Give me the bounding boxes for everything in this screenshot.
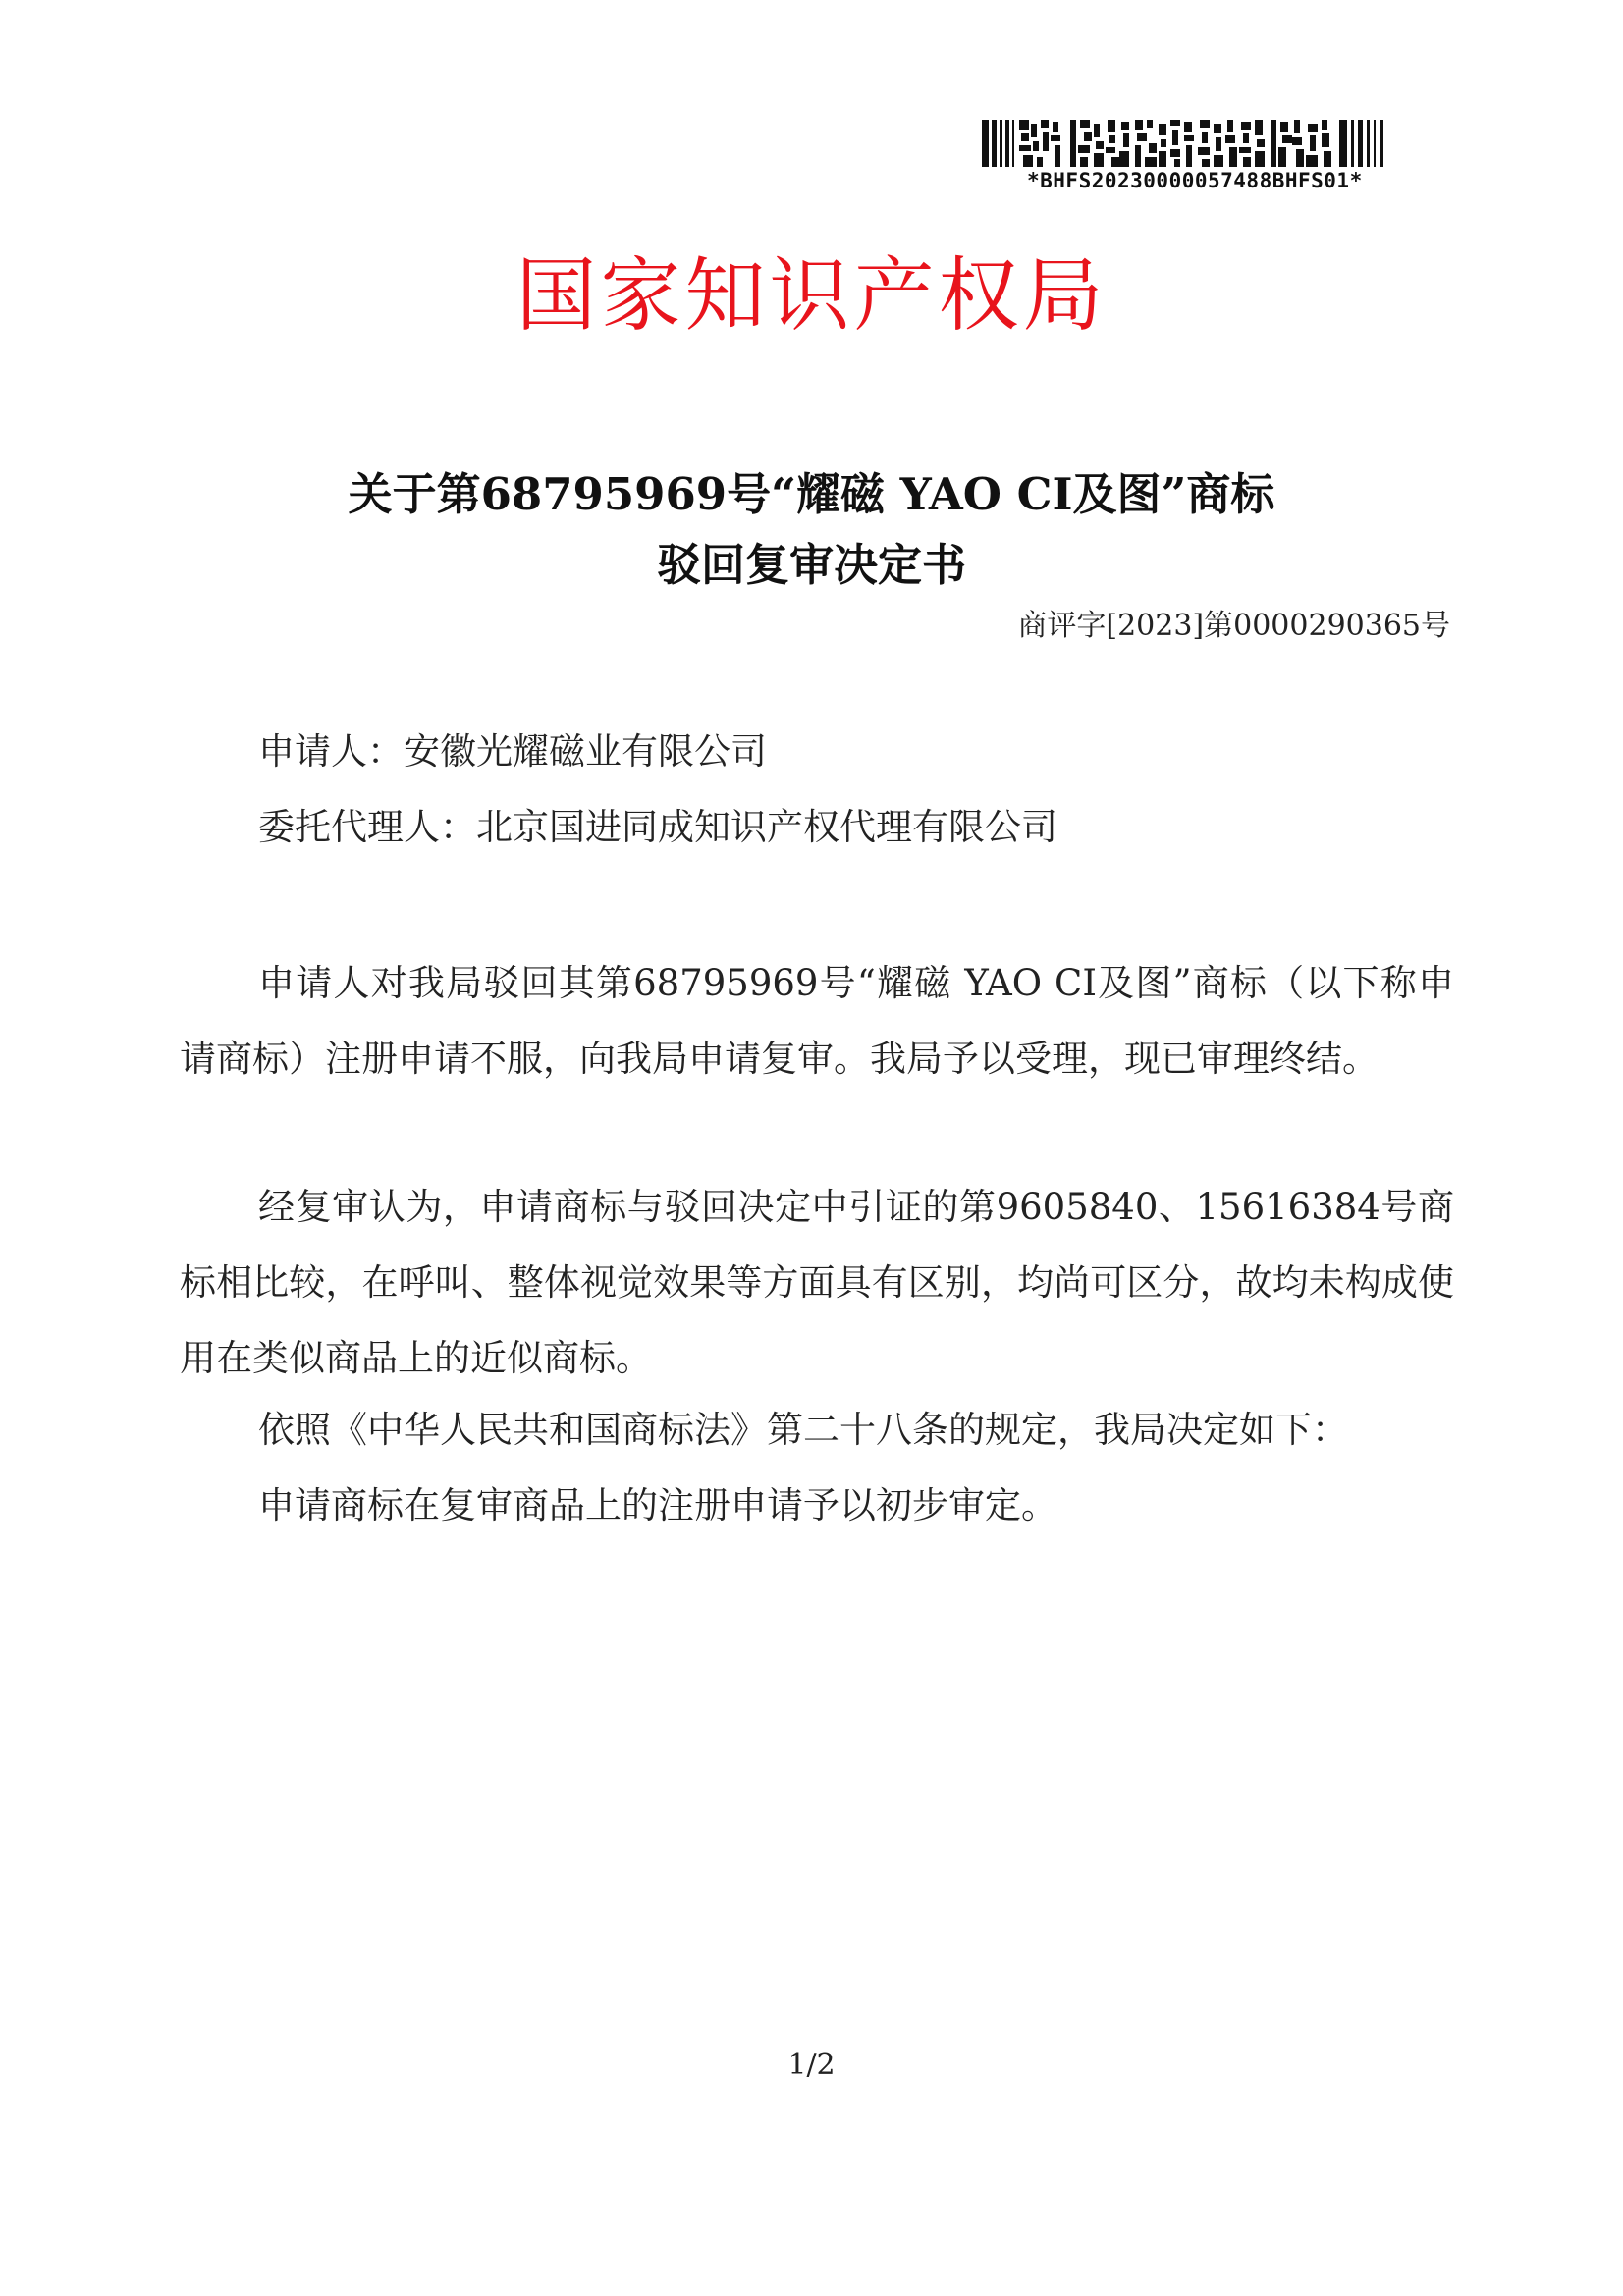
paragraph-text: 申请商标在复审商品上的注册申请予以初步审定。: [258, 1484, 1057, 1526]
paragraph-background: [180, 945, 1454, 1096]
paragraph-legal-basis: [180, 1392, 1454, 1468]
document-title-line2: 驳回复审决定书: [656, 539, 966, 591]
paragraph-reasoning: [180, 1169, 1454, 1396]
paragraph-text: 依照《中华人民共和国商标法》第二十八条的规定，我局决定如下：: [258, 1409, 1348, 1451]
barcode-image: [982, 120, 1389, 167]
paragraph-text: 申请人对我局驳回其第68795969号“耀磁 YAO CI及图”商标（以下称申请商标）注册申请不服，向我局申请复审。我局予以受理，现已审理终结。: [180, 962, 1454, 1080]
document-barcode: [982, 120, 1394, 192]
agent-line: 委托代理人：北京国进同成知识产权代理有限公司: [258, 806, 1057, 848]
paragraph-text: 经复审认为，申请商标与驳回决定中引证的第9605840、15616384号商标相比较，在呼叫、整体视觉效果等方面具有区别，均尚可区分，故均未构成使用在类似商品上的近似商标。: [180, 1186, 1454, 1379]
barcode-text: *BHFS20230000057488BHFS01*: [1027, 169, 1363, 192]
agency-name: 国家知识产权局: [515, 249, 1108, 343]
applicant-line: 申请人：安徽光耀磁业有限公司: [258, 730, 767, 773]
document-number: 商评字[2023]第0000290365号: [1017, 609, 1450, 643]
document-title-line1: 关于第68795969号“耀磁 YAO CI及图”商标: [348, 468, 1275, 520]
paragraph-decision: [180, 1468, 1454, 1543]
page-number: 1/2: [787, 2048, 836, 2082]
